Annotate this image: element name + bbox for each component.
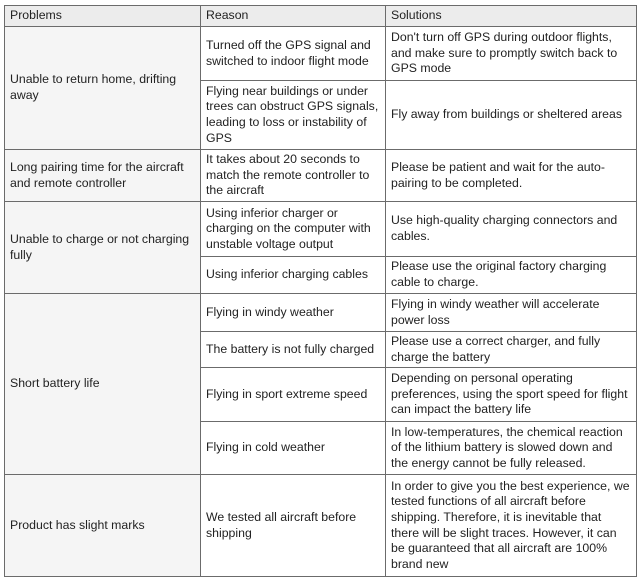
table-row bbox=[5, 294, 637, 332]
reason-cell: Flying in sport extreme speed bbox=[201, 368, 386, 422]
solution-cell: Flying in windy weather will accelerate power loss bbox=[386, 294, 637, 332]
solution-cell: Please be patient and wait for the auto-pairing to be completed. bbox=[386, 150, 637, 202]
header-problems: Problems bbox=[5, 6, 201, 27]
problem-cell: Unable to return home, drifting away bbox=[5, 27, 201, 150]
solution-cell: In order to give you the best experience, we tested functions of all aircraft before shipping. Therefore, it is inevitable that there will be slight traces. However, it can be guaranteed that all aircraft are 100% brand new bbox=[386, 475, 637, 577]
table-row bbox=[5, 27, 637, 81]
reason-cell: Flying in windy weather bbox=[201, 294, 386, 332]
table-row bbox=[5, 202, 637, 257]
reason-cell: It takes about 20 seconds to match the remote controller to the aircraft bbox=[201, 150, 386, 202]
table-row bbox=[5, 150, 637, 202]
solution-cell: Please use a correct charger, and fully charge the battery bbox=[386, 332, 637, 368]
table-header-row bbox=[5, 6, 637, 27]
solution-cell: Use high-quality charging connectors and cables. bbox=[386, 202, 637, 257]
reason-cell: The battery is not fully charged bbox=[201, 332, 386, 368]
problem-cell: Product has slight marks bbox=[5, 475, 201, 577]
table-row bbox=[5, 475, 637, 577]
reason-cell: Turned off the GPS signal and switched to indoor flight mode bbox=[201, 27, 386, 81]
solution-cell: In low-temperatures, the chemical reaction of the lithium battery is slowed down and the energy cannot be fully released. bbox=[386, 422, 637, 475]
reason-cell: Using inferior charger or charging on the computer with unstable voltage output bbox=[201, 202, 386, 257]
solution-cell: Depending on personal operating preferences, using the sport speed for flight can impact the battery life bbox=[386, 368, 637, 422]
header-solutions: Solutions bbox=[386, 6, 637, 27]
solution-cell: Please use the original factory charging cable to charge. bbox=[386, 257, 637, 294]
solution-cell: Don't turn off GPS during outdoor flights, and make sure to promptly switch back to GPS mode bbox=[386, 27, 637, 81]
reason-cell: Flying near buildings or under trees can obstruct GPS signals, leading to loss or instability of GPS bbox=[201, 81, 386, 150]
solution-cell: Fly away from buildings or sheltered areas bbox=[386, 81, 637, 150]
problem-cell: Short battery life bbox=[5, 294, 201, 475]
reason-cell: Using inferior charging cables bbox=[201, 257, 386, 294]
reason-cell: Flying in cold weather bbox=[201, 422, 386, 475]
header-reason: Reason bbox=[201, 6, 386, 27]
reason-cell: We tested all aircraft before shipping bbox=[201, 475, 386, 577]
problem-cell: Unable to charge or not charging fully bbox=[5, 202, 201, 294]
problem-cell: Long pairing time for the aircraft and remote controller bbox=[5, 150, 201, 202]
troubleshooting-table bbox=[4, 5, 637, 577]
